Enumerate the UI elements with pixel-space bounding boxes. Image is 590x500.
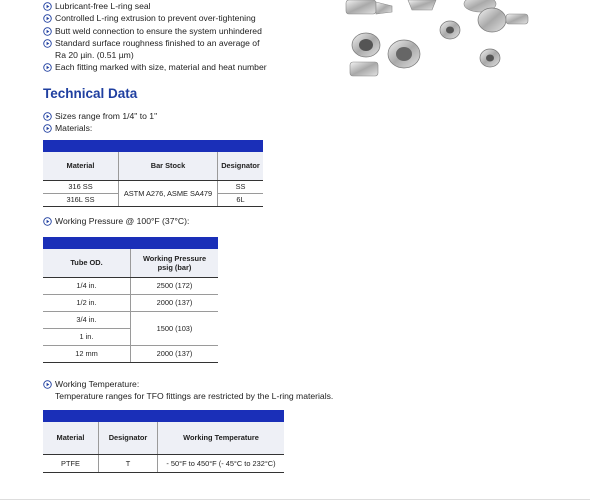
table-header-bar <box>43 140 263 152</box>
table-header-bar <box>43 237 218 249</box>
materials-table <box>43 140 263 207</box>
col-header-designator: Designator <box>218 152 264 180</box>
feature-text: Standard surface roughness finished to an average of <box>55 37 260 48</box>
col-header-tube-od: Tube OD. <box>43 249 131 277</box>
circled-triangle-icon <box>43 27 52 36</box>
cell-tube-od: 1/2 in. <box>43 294 131 311</box>
tube-fittings-photo <box>340 0 530 80</box>
table-row <box>43 277 218 294</box>
feature-text: Controlled L-ring extrusion to prevent over-tightening <box>55 13 256 24</box>
feature-text-continuation: Ra 20 µin. (0.51 µm) <box>55 50 134 61</box>
spec-working-temperature <box>43 378 333 402</box>
cell-temperature: - 50°F to 450°F (- 45°C to 232°C) <box>158 454 285 472</box>
temperature-table <box>43 410 284 473</box>
feature-item <box>43 12 343 24</box>
circled-triangle-icon <box>43 217 52 226</box>
table-row <box>43 294 218 311</box>
section-title: Technical Data <box>43 86 138 101</box>
spec-note: Temperature ranges for TFO fittings are restricted by the L-ring materials. <box>55 391 334 401</box>
cell-tube-od: 1/4 in. <box>43 277 131 294</box>
cell-tube-od: 3/4 in. <box>43 311 131 328</box>
circled-triangle-icon <box>43 380 52 389</box>
cell-material: PTFE <box>43 454 99 472</box>
col-header-bar-stock: Bar Stock <box>119 152 218 180</box>
fitting-shape <box>388 40 420 68</box>
fitting-shape <box>440 21 460 39</box>
table-header-bar <box>43 410 284 422</box>
col-header-working-temperature: Working Temperature <box>158 422 285 454</box>
table-row <box>43 311 218 328</box>
feature-text: Lubricant-free L-ring seal <box>55 1 151 11</box>
feature-list <box>43 0 343 74</box>
spec-sizes <box>43 110 157 122</box>
cell-bar-stock: ASTM A276, ASME SA479 <box>119 180 218 206</box>
circled-triangle-icon <box>43 112 52 121</box>
fitting-shape <box>350 33 380 76</box>
col-header-line: Working Pressure <box>142 253 207 263</box>
cell-pressure-merged: 1500 (103) <box>131 311 219 345</box>
feature-item <box>43 25 343 37</box>
spec-text: Materials: <box>55 123 93 133</box>
table-row <box>43 454 284 472</box>
table-row <box>43 180 263 193</box>
cell-tube-od: 1 in. <box>43 328 131 345</box>
spec-text: Working Pressure @ 100°F (37°C): <box>55 216 190 226</box>
feature-text: Each fitting marked with size, material and heat number <box>55 62 267 73</box>
feature-text: Butt weld connection to ensure the system unhindered <box>55 25 262 36</box>
spec-text: Working Temperature: <box>55 379 140 389</box>
table-row <box>43 345 218 362</box>
cell-designator: SS <box>218 180 264 193</box>
cell-pressure: 2500 (172) <box>131 277 219 294</box>
cell-pressure: 2000 (137) <box>131 345 219 362</box>
cell-material: 316 SS <box>43 180 119 193</box>
cell-material: 316L SS <box>43 193 119 206</box>
col-header-line: psig (bar) <box>157 262 192 272</box>
circled-triangle-icon <box>43 2 52 11</box>
circled-triangle-icon <box>43 39 52 48</box>
col-header-material: Material <box>43 152 119 180</box>
fitting-shape <box>346 0 392 14</box>
feature-item <box>43 37 343 62</box>
fitting-shape <box>480 49 500 67</box>
cell-tube-od: 12 mm <box>43 345 131 362</box>
circled-triangle-icon <box>43 14 52 23</box>
cell-pressure: 2000 (137) <box>131 294 219 311</box>
spec-materials <box>43 122 92 134</box>
feature-item <box>43 0 343 12</box>
col-header-material: Material <box>43 422 99 454</box>
fitting-shape <box>478 8 528 32</box>
cell-designator: T <box>99 454 158 472</box>
spec-working-pressure <box>43 215 189 227</box>
circled-triangle-icon <box>43 124 52 133</box>
pressure-table <box>43 237 218 363</box>
circled-triangle-icon <box>43 63 52 72</box>
feature-item <box>43 61 343 73</box>
cell-designator: 6L <box>218 193 264 206</box>
col-header-working-pressure <box>131 249 219 277</box>
fitting-shape <box>408 0 436 10</box>
spec-text: Sizes range from 1/4" to 1" <box>55 111 158 121</box>
col-header-designator: Designator <box>99 422 158 454</box>
